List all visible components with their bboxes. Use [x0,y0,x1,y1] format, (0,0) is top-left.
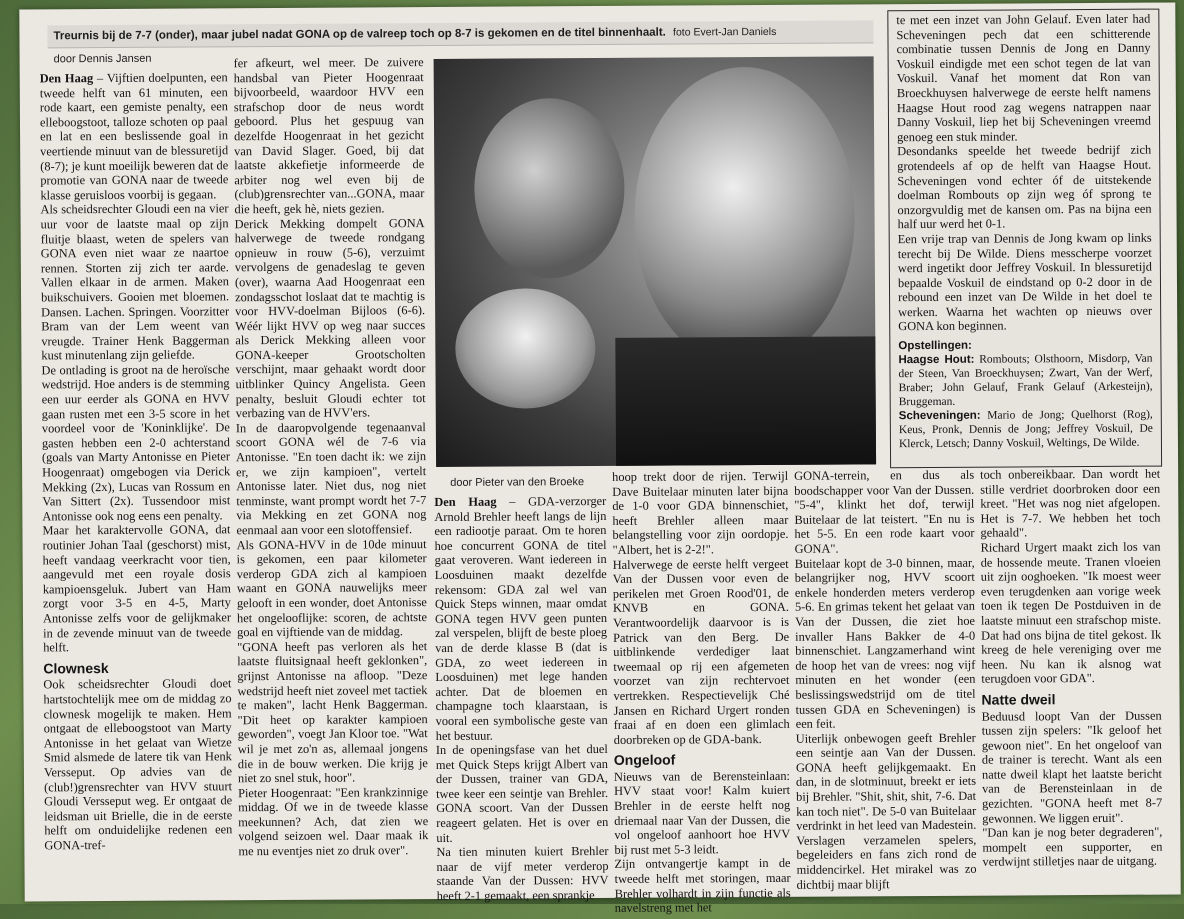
paragraph-text: hoop trekt door de rijen. Terwijl Dave Buitelaar minuten later bijna de 1-0 voor GDA binnenschiet, heeft Brehler alleen maar belangstelling voor zijn oordopje. "Albert, het is 2-2!". [612,468,789,557]
paragraph-text: Nieuws van de Berensteinlaan: HVV staat voor! Kalm kuiert Brehler in de eerste helft nog driemaal naar Van der Dussen, die vol ongeloof aanhoort hoe HVV bij rust met 5-3 leidt. [613,768,791,857]
photo-clasped-hands [455,288,596,409]
paragraph [794,468,975,557]
paragraph-text: De ontlading is groot na de heroïsche wedstrijd. Hoe anders is de stemming een uur eerder als GONA en HVV gaan rusten met een 3-5 score in het voordeel voor de 'Koninklijke'. De gasten hebben een 2-0 achterstand (goals van Marty Antonisse en Pieter Hoogenraat) omgebogen via Derick Mekking (2x), Lucas van Rossum en Van Sittert (2x). Tussendoor mist Antonisse ook nog eens een penalty. [41,362,231,524]
lineups-heading: Opstellingen: [898,339,972,353]
paragraph [237,537,428,640]
team1-players: Rombouts; Olsthoorn, Misdorp, Van der Steen, Van Broeckhuysen; Zwart, Van der Werf, Braber; John Gelauf, Frank Gelauf (Arkesteijn), Bruggeman. [898,352,1153,409]
paragraph-text: Halverwege de eerste helft vergeet Van der Dussen voor even de perikelen met Groen Rood'01, de KNVB en GONA. Verantwoordelijk daarvoor is is Patrick van den Berg. De uitblinkende verdediger laat tweemaal op rij een afgemeten voorzet van zijn rechtervoet vertrekken. Respectievelijk Ché Jansen en Richard Urgert ronden fraai af en doen een glimlach doorbreken op de GDA-bank. [612,556,790,747]
paragraph-text: In de daaropvolgende tegenaanval scoort GONA wél de 7-6 via Antonisse. "En toen dacht ik: we zijn er, we zijn kampioen", vertelt Antonisse later. Niet dus, nog niet tenminste, want prompt wordt het 7-7 via Mekking en zet GONA nog eenmaal aan voor een slotoffensief. [235,419,427,538]
paragraph [434,494,608,743]
paragraph [795,555,976,731]
paragraph-text: Buitelaar kopt de 3-0 binnen, maar, belangrijker nog, HVV scoort enkele honderden meters verderop 5-6. En grimas tekent het gelaat van Van der Dussen, die ziet hoe invaller Hans Bakker de 4-0 binnenschiet. Langzamerhand wint de hoop het van de vrees: nog vijf minuten en het wonder (een beslissingswedstrijd om de titel tussen GDA en Scheveningen) is een feit. [794,555,976,731]
article-column-3 [434,493,609,904]
paragraph [40,70,229,202]
article-column-6 [980,467,1163,892]
paragraph-text: toch onbereikbaar. Dan wordt het stille verdriet doorbroken door een kreet. "Het was nog niet afgelopen. Het is 7-7. We hebben het toch gehaald". [980,466,1161,541]
paragraph [614,769,791,858]
paragraph [436,844,608,903]
paragraph-text: "GONA heeft pas verloren als het laatste fluitsignaal heeft geklonken", grijnst Antonisse na afloop. "Deze wedstrijd heeft niet zoveel met tactiek te maken", lacht Henk Baggerman. "Dit heet op karakter kampioen geworden", voegt Jan Kloor toe. "Wat wil je met zo'n as, allemaal jongens die in de bouw werken. Die krijg je niet zo snel stuk, hoor". [237,638,428,786]
lineups [898,338,1153,464]
team1-name: Haagse Hout: [898,353,975,367]
paragraph-text: Pieter Hoogenraat: "Een krankzinnige middag. Of we in de tweede klasse meekunnen? Ach, dat zien we volgend seizoen wel. Daar maak ik me nu eventjes niet zo druk over". [238,784,429,859]
sidebar-text [896,12,1152,332]
paragraph-text: Een vrije trap van Dennis de Jong kwam op links terecht bij De Wilde. Diens messcherpe voorzet werd ingetikt door Jeffrey Voskuil. In blessuretijd bepaalde Voskuil de eindstand op 0-2 door in de rebound een inzet van De Wilde in het doel te werken. Waarna het wachten op nieuws over GONA kon beginnen. [897,230,1153,334]
photo-person-left [474,98,625,279]
dateline: Den Haag [434,494,497,510]
paragraph-text: Na tien minuten kuiert Brehler naar de vijf meter verderop staande Van der Dussen: HVV heeft 2-1 gemaakt, een sprankje [436,844,609,904]
paragraph-text: Als GONA-HVV in de 10de minuut is gekomen, een paar kilometer verderop GDA zich al kampioen waant en GONA nauwelijks meer gelooft in een wonder, doet Antonisse het ongelooflijke: scoren, de achtste goal en vijftiende van de middag. [236,536,428,640]
article-column-4 [612,468,791,916]
subheading: Natte dweil [981,691,1056,708]
newspaper-clipping [19,2,1180,916]
article-column-5 [794,468,977,893]
paragraph [898,231,1153,335]
paragraph [796,730,977,892]
team2-name: Scheveningen: [898,409,981,423]
paragraph [42,523,231,655]
paragraph [982,708,1163,826]
paragraph [612,469,789,558]
photo-person-hands-face [634,66,856,367]
paragraph [234,55,425,217]
paragraph [41,362,230,524]
subheading: Clownesk [43,659,109,677]
paragraph-text: – Vijftien doelpunten, een tweede helft van 61 minuten, een rode kaart, een gemiste penalty, een elleboogstoot, talloze schoten op paal en lat en een beslissende goal in veertiende minuut van de blessuretijd (8-7); je kunt moeilijk beweren dat de promotie van GONA naar de tweede klasse geruisloos voorbij is gegaan. [39,70,229,203]
sidebar-box [887,9,1162,469]
paragraph [614,856,790,915]
paragraph-text: Maar het karaktervolle GONA, dat routinier Johan Taal (geschorst) mist, heeft vandaag veerkracht voor tien, aangevuld met een royale dosis kampioensgeluk. Jubert van Ham zorgt voor 3-5 en 4-5, Marty Antonisse zelfs voor de gelijkmaker in de zevende minuut van de tweede helft. [42,522,232,655]
paragraph-text: Beduusd loopt Van der Dussen tussen zijn spelers: "Ik geloof het gewoon niet". En het ongeloof van de trainer is terecht. Want als een natte dweil klapt het laatste bericht van de Berensteinlaan in de gezichten. "GONA heeft met 8-7 gewonnen. We liggen eruit". [981,708,1163,826]
paragraph [981,540,1162,687]
paragraph-text: fer afkeurt, wel meer. De zuivere handsbal van Pieter Hoogenraat bijvoorbeeld, waardoor HVV een strafschop door de neus wordt geboord. Plus het gespuug van dezelfde Hoogenraat in het gezicht van David Slager. Goed, bij dat laatste akkefietje informeerde de arbiter nog wel even bij de (club)grensrechter van...GONA, maar die heeft, gek hè, niets gezien. [233,55,425,217]
photo-caption-text: Treurnis bij de 7-7 (onder), maar jubel nadat GONA op de valreep toch op 8-7 is gekomen en de titel binnenhaalt. [53,26,666,43]
paragraph [897,143,1152,232]
paragraph [980,467,1160,541]
paragraph-text: Desondanks speelde het tweede bedrijf zich grotendeels af op de helft van Haagse Hout. Scheveningen vond echter óf de uitstekende doelman Rombouts op zijn weg óf sprong te onzorgvuldig met de kansen om. Pas na bijna een half uur werd het 0-1. [897,142,1152,232]
paragraph-text: Zijn ontvangertje kampt in de tweede helft met storingen, maar Brehler volhardt in zijn functie als navelstreng met het [614,856,791,916]
article-column-2 [234,55,429,896]
photo-dark-shirt [615,336,876,466]
paragraph-text: te met een inzet van John Gelauf. Even later had Scheveningen pech dat een schitterende combinatie tussen Dennis de Jong en Danny Voskuil eindigde met een schot tegen de lat van Voskuil. Vanaf het moment dat Ron van Broeckhuysen halverwege de eerste helft namens Haagse Hout rood zag wegens natrappen naar Danny Voskuil, liep het bij Scheveningen vreemd genoeg een stuk minder. [896,11,1152,144]
paragraph-text: Als scheidsrechter Gloudi een na vier uur voor de laatste maal op zijn fluitje blaast, weten de spelers van GONA even niet waar ze naartoe rennen. Storten zij zich ter aarde. Vallen elkaar in de armen. Maken buikschuivers. Gooien met bloemen. Dansen. Lachen. Springen. Voorzitter Bram van der Lem weent van vreugde. Trainer Henk Baggerman kust minutenlang zijn geliefde. [40,201,230,363]
paragraph [236,420,427,538]
paragraph-text: Richard Urgert maakt zich los van de hossende meute. Tranen vloeien uit zijn ooghoeken. "Ik moest weer even terugdenken aan vorige week toen ik tegen De Postduiven in de laatste minuut een strafschop miste. Dat had ons bijna de titel gekost. Ik kreeg de hele vereniging over me heen. Nu kan ik alsnog wat terugdoen voor GDA". [980,539,1162,686]
paragraph [613,556,790,747]
paragraph [982,825,1162,870]
subheading: Ongeloof [613,751,676,769]
paragraph-text: Ook scheidsrechter Gloudi doet hartstochtelijk mee om de middag zo clownesk mogelijk te maken. Hem ontgaat de elleboogstoot van Marty Antonisse in het gelaat van Wietze Smid alsmede de latere tik van Henk Versseput. Op advies van de (club!)grensrechter van HVV stuurt Gloudi Versseput weg. Er ontgaat de leidsman uit Brielle, die in de eerste helft om onduidelijke redenen een GONA-tref- [43,676,233,853]
paragraph [436,742,609,845]
byline-dennis-jansen: door Dennis Jansen [53,52,152,66]
paragraph [43,677,232,853]
paragraph [238,785,428,859]
paragraph-text: – GDA-verzorger Arnold Brehler heeft langs de lijn een radiootje paraat. Om te horen hoe concurrent GONA de titel gaat veroveren. Want iedereen in Loosduinen maakt dezelfde rekensom: GDA zal wel van Quick Steps winnen, maar omdat GONA tegen HVV geen punten zal verspelen, blijft de beste ploeg van de derde klasse B (dat is GDA, zo weet iedereen in Loosduinen) met lege handen achter. Dat de bloemen en champagne toch klaarstaan, is vooral een symbolische geste van het bestuur. [434,493,608,743]
news-photo [434,56,876,467]
photo-credit: foto Evert-Jan Daniels [672,25,777,39]
dateline: Den Haag [39,71,94,86]
paragraph [237,639,428,786]
photo-caption [47,20,873,48]
paragraph-text: Uiterlijk onbewogen geeft Brehler een seintje aan Van der Dussen. GONA heeft gelijkgemaakt. En dan, in de slotminuut, breekt er iets bij Brehler. "Shit, shit, shit, 7-6. Dat kan toch niet". De 5-0 van Buitelaar verdrinkt in het leed van Madestein. Verslagen verzamelen spelers, begeleiders en fans zich rond de middencirkel. Het mirakel was zo dichtbij maar blijft [795,730,977,892]
paragraph-text: GONA-terrein, en dus als boodschapper voor Van der Dussen. "5-4", klinkt het dof, terwijl Buitelaar de lat teistert. "En nu is het 5-5. En een rode kaart voor GONA". [794,467,975,556]
paragraph [896,12,1151,145]
paragraph-text: Derick Mekking dompelt GONA halverwege de tweede rondgang opnieuw in rouw (5-6), verzuimt vervolgens de genadeslag te geven (over), waarna Aad Hoogenraat een zondagsschot loslaat dat te machtig is voor HVV-doelman Bijloos (6-6). Wéér lijkt HVV op weg naar succes als Derick Mekking alleen voor GONA-keeper Grootscholten verschijnt, maar gehaakt wordt door uitblinker Quincy Angelista. Geen penalty, besluit Gloudi echter tot verbazing van de HVV'ers. [234,215,426,421]
team2-players: Mario de Jong; Quelhorst (Rog), Keus, Pronk, Dennis de Jong; Jeffrey Voskuil, De Klerck, Letsch; Danny Voskuil, Weltings, De Wilde. [898,408,1153,451]
byline-pieter-van-den-broeke: door Pieter van den Broeke [450,476,585,489]
paragraph-text: "Dan kan je nog beter degraderen", mompelt een supporter, en verdwijnt stilletjes naar de uitgang. [982,824,1163,870]
paragraph-text: In de openingsfase van het duel met Quick Steps krijgt Albert van der Dussen, trainer van GDA, twee keer een seintje van Brehler. GONA scoort. Van der Dussen reageert gelaten. Het is over en uit. [435,742,609,845]
article-column-1 [40,70,233,897]
paragraph [40,202,229,364]
paragraph [235,216,426,421]
